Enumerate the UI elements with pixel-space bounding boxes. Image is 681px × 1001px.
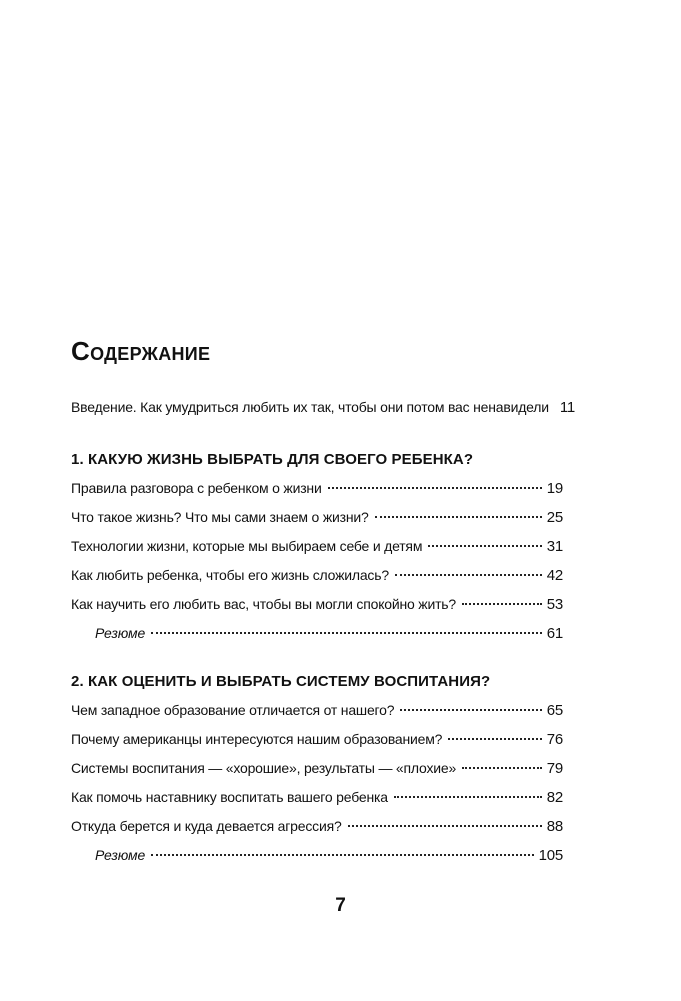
dot-leader [151, 632, 542, 634]
dot-leader [151, 854, 534, 856]
toc-entry-page: 61 [546, 625, 563, 642]
toc-entry-page: 88 [546, 818, 563, 835]
toc-entry [71, 754, 563, 783]
toc-entry-page: 82 [546, 789, 563, 806]
dot-leader [448, 738, 541, 740]
toc-entry-page: 65 [546, 702, 563, 719]
toc-entry-label: Системы воспитания — «хорошие», результаты — «плохие» [71, 760, 457, 776]
toc-entry-summary [71, 841, 563, 870]
toc-entry-page: 42 [546, 567, 563, 584]
toc-entry-label: Почему американцы интересуются нашим образованием? [71, 731, 443, 747]
toc-entry-label: Технологии жизни, которые мы выбираем себе и детям [71, 538, 423, 554]
toc-entry [71, 725, 563, 754]
dot-leader [328, 487, 542, 489]
toc-entry [71, 590, 563, 619]
page-title: Содержание [71, 336, 211, 366]
dot-leader [400, 709, 541, 711]
toc-entry-page: 53 [546, 596, 563, 613]
toc-entry-summary [71, 619, 563, 648]
toc-entry [71, 696, 563, 725]
toc-entry-intro [71, 393, 576, 422]
dot-leader [428, 545, 541, 547]
toc-entry [71, 561, 563, 590]
dot-leader [462, 603, 542, 605]
toc-entry [71, 783, 563, 812]
toc-entry-label: Откуда берется и куда девается агрессия? [71, 818, 342, 834]
toc-entry-page: 76 [546, 731, 563, 748]
toc-entry-label: Введение. Как умудриться любить их так, чтобы они потом вас ненавидели [71, 399, 549, 415]
toc-entry-label: Чем западное образование отличается от нашего? [71, 702, 395, 718]
toc-entry-page: 31 [546, 538, 563, 555]
section-heading-1: 1. КАКУЮ ЖИЗНЬ ВЫБРАТЬ ДЛЯ СВОЕГО РЕБЕНКА? [71, 451, 474, 468]
dot-leader [394, 796, 542, 798]
toc-entry [71, 474, 563, 503]
toc-entry [71, 503, 563, 532]
table-of-contents [71, 393, 576, 870]
toc-entry-label: Как научить его любить вас, чтобы вы могли спокойно жить? [71, 596, 456, 612]
toc-entry-page: 105 [538, 847, 563, 864]
toc-entry-label: Как помочь наставнику воспитать вашего ребенка [71, 789, 388, 805]
dot-leader [375, 516, 542, 518]
toc-entry-page: 25 [546, 509, 563, 526]
toc-entry-page: 11 [559, 399, 576, 416]
toc-entry-page: 19 [546, 480, 563, 497]
toc-entry-label: Правила разговора с ребенком о жизни [71, 480, 322, 496]
toc-entry-label: Резюме [95, 847, 146, 863]
toc-entry-page: 79 [546, 760, 563, 777]
dot-leader [462, 767, 542, 769]
toc-entry-label: Что такое жизнь? Что мы сами знаем о жизни? [71, 509, 369, 525]
toc-entry-label: Резюме [95, 625, 146, 641]
section-heading-2: 2. КАК ОЦЕНИТЬ И ВЫБРАТЬ СИСТЕМУ ВОСПИТАНИЯ? [71, 673, 491, 690]
toc-entry [71, 532, 563, 561]
toc-entry [71, 812, 563, 841]
toc-entry-label: Как любить ребенка, чтобы его жизнь сложилась? [71, 567, 389, 583]
dot-leader [395, 574, 542, 576]
page-number: 7 [335, 895, 346, 916]
dot-leader [348, 825, 542, 827]
